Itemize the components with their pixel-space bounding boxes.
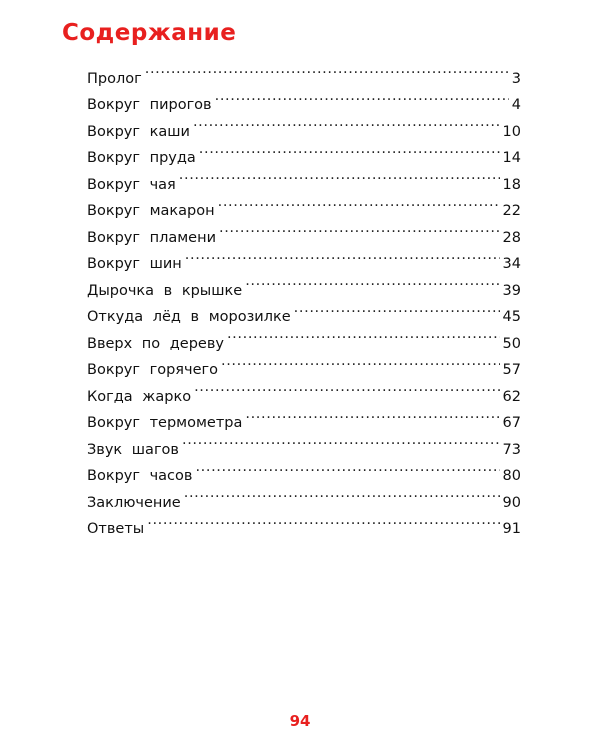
toc-entry-page: 73 bbox=[502, 441, 521, 458]
toc-entry-page: 91 bbox=[502, 521, 521, 537]
toc-entry-title: Вокруг часов bbox=[87, 468, 193, 484]
toc-entry-title: Вокруг пруда bbox=[87, 150, 196, 166]
page-title: Содержание bbox=[62, 20, 237, 46]
toc-entry-title: Когда жарко bbox=[87, 388, 192, 405]
toc-leader-dots bbox=[199, 136, 500, 163]
toc-entry-title: Вокруг пирогов bbox=[87, 97, 212, 113]
toc-entry-page: 62 bbox=[502, 388, 521, 405]
toc-entry[interactable] bbox=[87, 83, 521, 113]
toc-leader-dots bbox=[193, 109, 500, 136]
toc-leader-dots bbox=[194, 374, 499, 401]
toc-entry-page: 14 bbox=[502, 150, 521, 166]
toc-leader-dots bbox=[147, 507, 499, 534]
toc-entry-page: 34 bbox=[502, 256, 521, 272]
toc-entry-title: Вокруг пламени bbox=[87, 229, 216, 246]
toc-entry-title: Пролог bbox=[87, 70, 142, 87]
toc-entry-title: Дырочка в крышке bbox=[87, 282, 243, 299]
toc-entry-page: 4 bbox=[511, 97, 521, 113]
toc-entry-title: Заключение bbox=[87, 494, 181, 511]
toc-leader-dots bbox=[215, 83, 509, 110]
toc-leader-dots bbox=[227, 321, 500, 348]
toc-entry-page: 57 bbox=[502, 362, 521, 378]
toc-entry-title: Вокруг термометра bbox=[87, 415, 243, 431]
toc-entry-page: 39 bbox=[502, 282, 521, 299]
toc-leader-dots bbox=[245, 268, 499, 295]
toc-entry-page: 3 bbox=[511, 70, 521, 87]
toc-entry-page: 45 bbox=[502, 309, 521, 325]
toc-leader-dots bbox=[294, 295, 500, 322]
toc-leader-dots bbox=[179, 162, 500, 189]
toc-entry-page: 22 bbox=[502, 203, 521, 219]
toc-entry-title: Вокруг макарон bbox=[87, 203, 215, 219]
toc-leader-dots bbox=[245, 401, 499, 428]
toc-entry-title: Вокруг чая bbox=[87, 176, 176, 193]
toc-entry-page: 18 bbox=[502, 176, 521, 193]
toc-leader-dots bbox=[218, 189, 500, 216]
toc-entry-title: Вверх по дереву bbox=[87, 335, 224, 352]
toc-entry-page: 10 bbox=[502, 123, 521, 140]
table-of-contents bbox=[87, 56, 521, 537]
page-number: 94 bbox=[289, 712, 311, 730]
toc-leader-dots bbox=[185, 242, 500, 269]
toc-leader-dots bbox=[182, 427, 500, 454]
toc-entry-title: Звук шагов bbox=[87, 441, 179, 458]
toc-entry-page: 90 bbox=[502, 494, 521, 511]
toc-entry-page: 67 bbox=[502, 415, 521, 431]
toc-leader-dots bbox=[219, 215, 500, 242]
toc-entry-page: 80 bbox=[502, 468, 521, 484]
toc-entry-title: Вокруг каши bbox=[87, 123, 190, 140]
toc-entry-page: 28 bbox=[502, 229, 521, 246]
toc-entry[interactable] bbox=[87, 56, 521, 87]
toc-entry-title: Вокруг горячего bbox=[87, 362, 218, 378]
toc-entry[interactable] bbox=[87, 507, 521, 537]
toc-entry-title: Откуда лёд в морозилке bbox=[87, 309, 291, 325]
toc-entry-title: Ответы bbox=[87, 521, 145, 537]
toc-leader-dots bbox=[221, 348, 500, 375]
toc-leader-dots bbox=[145, 56, 509, 83]
toc-entry-title: Вокруг шин bbox=[87, 256, 182, 272]
toc-entry-page: 50 bbox=[502, 335, 521, 352]
toc-leader-dots bbox=[195, 454, 499, 481]
toc-leader-dots bbox=[184, 480, 500, 507]
